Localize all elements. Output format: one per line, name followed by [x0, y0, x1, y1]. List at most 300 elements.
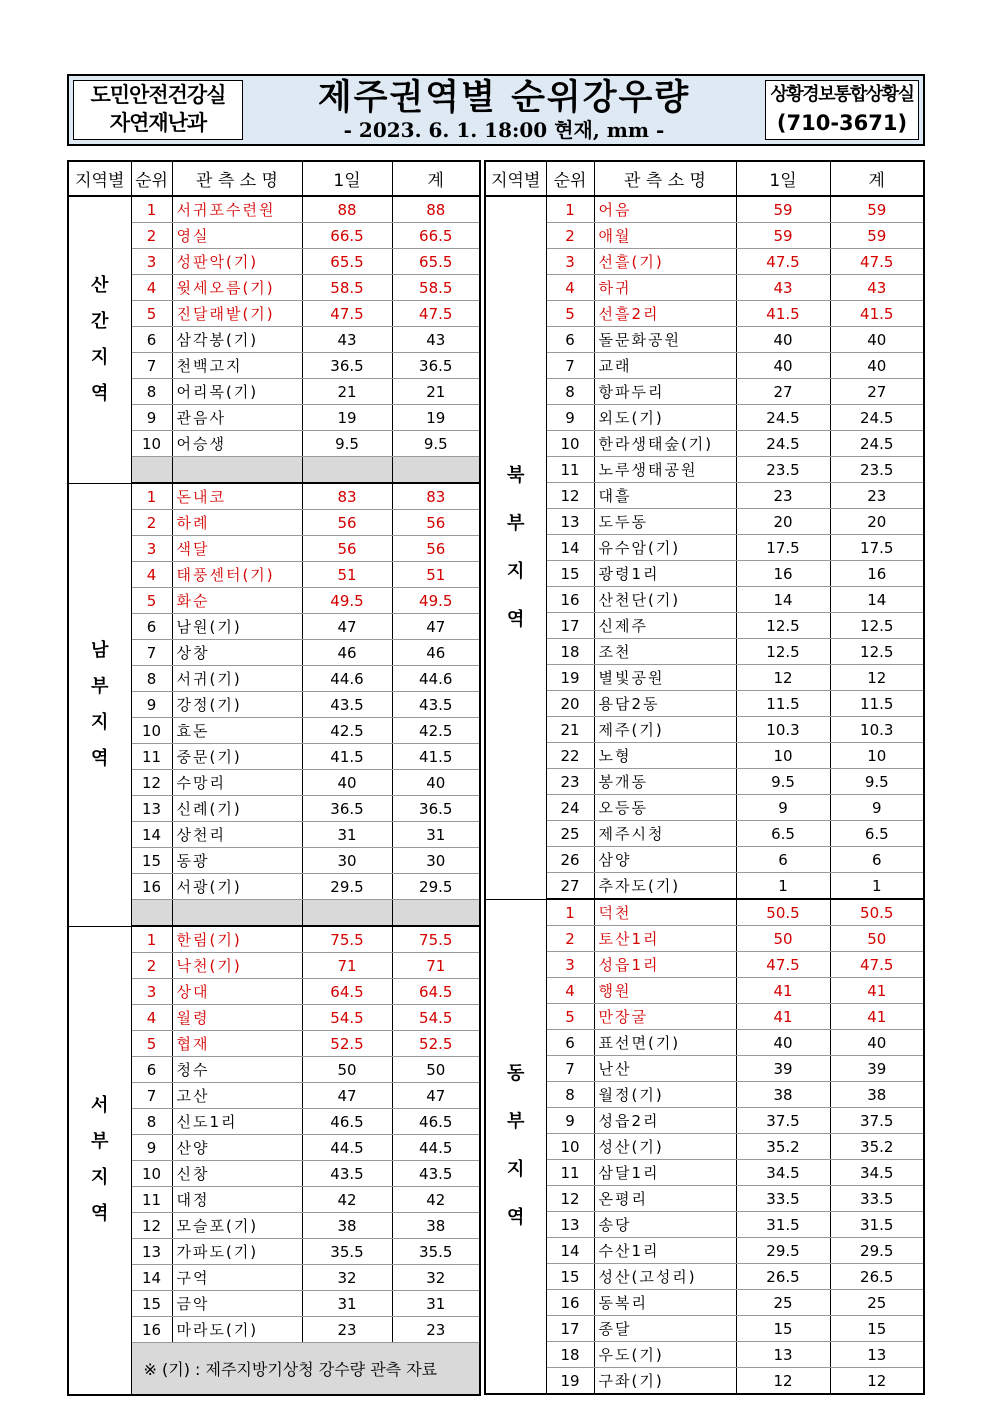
rank-cell: 10 — [546, 431, 594, 457]
total-rainfall: 12.5 — [830, 639, 924, 665]
empty-cell — [131, 900, 172, 927]
station-name: 선흘2리 — [594, 301, 736, 327]
station-name: 마라도(기) — [172, 1317, 302, 1343]
table-row — [485, 1108, 924, 1134]
station-name: 동복리 — [594, 1290, 736, 1316]
table-row — [485, 1290, 924, 1316]
region-char: 산 — [91, 274, 109, 296]
total-rainfall: 17.5 — [830, 535, 924, 561]
total-rainfall: 23 — [392, 1317, 480, 1343]
rank-cell: 13 — [131, 1239, 172, 1265]
day-rainfall: 9.5 — [736, 769, 830, 795]
station-name: 별빛공원 — [594, 665, 736, 691]
table-row — [485, 561, 924, 587]
total-rainfall: 46.5 — [392, 1109, 480, 1135]
station-name: 광령1리 — [594, 561, 736, 587]
rank-cell: 3 — [546, 249, 594, 275]
station-name: 봉개동 — [594, 769, 736, 795]
day-rainfall: 15 — [736, 1316, 830, 1342]
station-name: 신도1리 — [172, 1109, 302, 1135]
rank-cell: 9 — [131, 405, 172, 431]
total-rainfall: 11.5 — [830, 691, 924, 717]
station-name: 상대 — [172, 979, 302, 1005]
total-rainfall: 36.5 — [392, 796, 480, 822]
day-rainfall: 12.5 — [736, 613, 830, 639]
day-rainfall: 29.5 — [302, 874, 392, 900]
day-rainfall: 24.5 — [736, 405, 830, 431]
total-rainfall: 21 — [392, 379, 480, 405]
rank-cell: 13 — [546, 509, 594, 535]
station-name: 삼달1리 — [594, 1160, 736, 1186]
table-row — [485, 405, 924, 431]
rank-cell: 5 — [546, 301, 594, 327]
total-rainfall: 41 — [830, 1004, 924, 1030]
total-rainfall: 1 — [830, 873, 924, 900]
day-rainfall: 12 — [736, 1368, 830, 1395]
rank-cell: 3 — [131, 536, 172, 562]
day-rainfall: 9.5 — [302, 431, 392, 457]
table-row — [485, 509, 924, 535]
contact-box — [765, 80, 919, 140]
rank-cell: 11 — [546, 1160, 594, 1186]
total-rainfall: 64.5 — [392, 979, 480, 1005]
day-rainfall: 40 — [302, 770, 392, 796]
station-name: 낙천(기) — [172, 953, 302, 979]
department-name: 도민안전건강실 — [90, 83, 226, 107]
day-rainfall: 16 — [736, 561, 830, 587]
table-row — [485, 1004, 924, 1030]
rank-cell: 1 — [546, 899, 594, 926]
total-rainfall: 24.5 — [830, 431, 924, 457]
table-row — [485, 639, 924, 665]
day-rainfall: 31 — [302, 822, 392, 848]
station-name: 협재 — [172, 1031, 302, 1057]
rank-cell: 18 — [546, 639, 594, 665]
title-box — [249, 80, 759, 140]
station-name: 돈내코 — [172, 483, 302, 510]
station-name: 관음사 — [172, 405, 302, 431]
day-rainfall: 6 — [736, 847, 830, 873]
station-name: 항파두리 — [594, 379, 736, 405]
col-day: 1일 — [736, 161, 830, 196]
day-rainfall: 30 — [302, 848, 392, 874]
rank-cell: 5 — [131, 1031, 172, 1057]
region-label-nambu — [68, 483, 131, 926]
rank-cell: 20 — [546, 691, 594, 717]
rank-cell: 17 — [546, 1316, 594, 1342]
station-name: 어음 — [594, 196, 736, 223]
day-rainfall: 46.5 — [302, 1109, 392, 1135]
day-rainfall: 10 — [736, 743, 830, 769]
table-row — [485, 535, 924, 561]
station-name: 상천리 — [172, 822, 302, 848]
day-rainfall: 23 — [736, 483, 830, 509]
total-rainfall: 33.5 — [830, 1186, 924, 1212]
day-rainfall: 51 — [302, 562, 392, 588]
day-rainfall: 26.5 — [736, 1264, 830, 1290]
rank-cell: 12 — [131, 1213, 172, 1239]
region-char: 지 — [91, 711, 109, 733]
total-rainfall: 50 — [830, 926, 924, 952]
total-rainfall: 47 — [392, 1083, 480, 1109]
total-rainfall: 44.6 — [392, 666, 480, 692]
day-rainfall: 12 — [736, 665, 830, 691]
empty-cell — [172, 900, 302, 927]
total-rainfall: 19 — [392, 405, 480, 431]
rank-cell: 16 — [546, 587, 594, 613]
day-rainfall: 50 — [302, 1057, 392, 1083]
station-name: 신례(기) — [172, 796, 302, 822]
total-rainfall: 88 — [392, 196, 480, 223]
station-name: 교래 — [594, 353, 736, 379]
total-rainfall: 59 — [830, 223, 924, 249]
footnote: ※ (기) : 제주지방기상청 강수량 관측 자료 — [131, 1343, 480, 1396]
day-rainfall: 65.5 — [302, 249, 392, 275]
region-char: 부 — [91, 675, 109, 697]
rank-cell: 2 — [131, 223, 172, 249]
rank-cell: 6 — [131, 614, 172, 640]
empty-cell — [302, 457, 392, 484]
day-rainfall: 20 — [736, 509, 830, 535]
region-char: 간 — [91, 310, 109, 332]
station-name: 돌문화공원 — [594, 327, 736, 353]
station-name: 성읍2리 — [594, 1108, 736, 1134]
total-rainfall: 58.5 — [392, 275, 480, 301]
rank-cell: 5 — [131, 301, 172, 327]
total-rainfall: 56 — [392, 536, 480, 562]
total-rainfall: 23.5 — [830, 457, 924, 483]
day-rainfall: 59 — [736, 196, 830, 223]
day-rainfall: 11.5 — [736, 691, 830, 717]
total-rainfall: 42.5 — [392, 718, 480, 744]
day-rainfall: 71 — [302, 953, 392, 979]
total-rainfall: 56 — [392, 510, 480, 536]
total-rainfall: 9 — [830, 795, 924, 821]
rank-cell: 21 — [546, 717, 594, 743]
total-rainfall: 10.3 — [830, 717, 924, 743]
report-header — [67, 74, 925, 146]
day-rainfall: 41.5 — [302, 744, 392, 770]
station-name: 유수암(기) — [594, 535, 736, 561]
region-char: 동 — [507, 1063, 525, 1085]
station-name: 성산(고성리) — [594, 1264, 736, 1290]
table-row — [485, 769, 924, 795]
rank-cell: 10 — [546, 1134, 594, 1160]
total-rainfall: 47.5 — [830, 249, 924, 275]
rank-cell: 17 — [546, 613, 594, 639]
table-row — [485, 275, 924, 301]
rank-cell: 3 — [131, 249, 172, 275]
department-box — [73, 80, 243, 140]
table-row — [485, 873, 924, 900]
rank-cell: 14 — [131, 1265, 172, 1291]
station-name: 토산1리 — [594, 926, 736, 952]
rank-cell: 5 — [131, 588, 172, 614]
table-row — [485, 1082, 924, 1108]
rank-cell: 4 — [131, 275, 172, 301]
station-name: 외도(기) — [594, 405, 736, 431]
station-name: 대흘 — [594, 483, 736, 509]
day-rainfall: 36.5 — [302, 353, 392, 379]
station-name: 한림(기) — [172, 926, 302, 953]
table-row — [485, 327, 924, 353]
day-rainfall: 56 — [302, 510, 392, 536]
day-rainfall: 49.5 — [302, 588, 392, 614]
table-row — [68, 926, 480, 953]
table-row — [485, 795, 924, 821]
day-rainfall: 58.5 — [302, 275, 392, 301]
day-rainfall: 23.5 — [736, 457, 830, 483]
rank-cell: 14 — [546, 535, 594, 561]
station-name: 성읍1리 — [594, 952, 736, 978]
rank-cell: 1 — [131, 196, 172, 223]
day-rainfall: 64.5 — [302, 979, 392, 1005]
rank-cell: 5 — [546, 1004, 594, 1030]
station-name: 서귀(기) — [172, 666, 302, 692]
total-rainfall: 39 — [830, 1056, 924, 1082]
day-rainfall: 43.5 — [302, 692, 392, 718]
station-name: 색달 — [172, 536, 302, 562]
table-row — [485, 587, 924, 613]
day-rainfall: 27 — [736, 379, 830, 405]
rank-cell: 1 — [131, 483, 172, 510]
day-rainfall: 88 — [302, 196, 392, 223]
total-rainfall: 30 — [392, 848, 480, 874]
table-row — [485, 1134, 924, 1160]
region-char: 역 — [91, 1203, 109, 1225]
station-name: 하례 — [172, 510, 302, 536]
station-name: 하귀 — [594, 275, 736, 301]
rank-cell: 4 — [546, 275, 594, 301]
station-name: 만장굴 — [594, 1004, 736, 1030]
day-rainfall: 35.2 — [736, 1134, 830, 1160]
total-rainfall: 9.5 — [830, 769, 924, 795]
day-rainfall: 10.3 — [736, 717, 830, 743]
station-name: 한라생태숲(기) — [594, 431, 736, 457]
rank-cell: 11 — [546, 457, 594, 483]
total-rainfall: 41.5 — [392, 744, 480, 770]
col-station: 관 측 소 명 — [172, 161, 302, 196]
rank-cell: 8 — [131, 1109, 172, 1135]
total-rainfall: 47.5 — [830, 952, 924, 978]
region-char: 부 — [507, 512, 525, 534]
rank-cell: 2 — [131, 510, 172, 536]
table-row — [485, 249, 924, 275]
table-row — [485, 691, 924, 717]
total-rainfall: 44.5 — [392, 1135, 480, 1161]
table-row — [485, 457, 924, 483]
total-rainfall: 38 — [392, 1213, 480, 1239]
station-name: 삼각봉(기) — [172, 327, 302, 353]
table-row — [485, 1186, 924, 1212]
station-name: 도두동 — [594, 509, 736, 535]
col-region: 지역별 — [485, 161, 546, 196]
station-name: 서귀포수련원 — [172, 196, 302, 223]
rank-cell: 2 — [546, 223, 594, 249]
day-rainfall: 44.6 — [302, 666, 392, 692]
col-day: 1일 — [302, 161, 392, 196]
rank-cell: 9 — [131, 692, 172, 718]
col-rank: 순위 — [546, 161, 594, 196]
table-row — [485, 1316, 924, 1342]
total-rainfall: 51 — [392, 562, 480, 588]
region-char: 지 — [507, 560, 525, 582]
day-rainfall: 34.5 — [736, 1160, 830, 1186]
col-rank: 순위 — [131, 161, 172, 196]
station-name: 조천 — [594, 639, 736, 665]
day-rainfall: 31 — [302, 1291, 392, 1317]
rank-cell: 7 — [131, 1083, 172, 1109]
day-rainfall: 66.5 — [302, 223, 392, 249]
rank-cell: 15 — [131, 1291, 172, 1317]
total-rainfall: 12 — [830, 1368, 924, 1395]
rank-cell: 18 — [546, 1342, 594, 1368]
right-rainfall-table — [484, 160, 925, 1395]
total-rainfall: 43.5 — [392, 1161, 480, 1187]
region-char: 역 — [507, 1207, 525, 1229]
day-rainfall: 75.5 — [302, 926, 392, 953]
total-rainfall: 14 — [830, 587, 924, 613]
table-row — [485, 1238, 924, 1264]
station-name: 월정(기) — [594, 1082, 736, 1108]
day-rainfall: 42.5 — [302, 718, 392, 744]
station-name: 고산 — [172, 1083, 302, 1109]
rank-cell: 9 — [546, 405, 594, 431]
day-rainfall: 17.5 — [736, 535, 830, 561]
day-rainfall: 43 — [736, 275, 830, 301]
rank-cell: 15 — [131, 848, 172, 874]
station-name: 어리목(기) — [172, 379, 302, 405]
station-name: 표선면(기) — [594, 1030, 736, 1056]
table-row — [485, 1056, 924, 1082]
region-char: 지 — [91, 346, 109, 368]
total-rainfall: 66.5 — [392, 223, 480, 249]
rank-cell: 11 — [131, 1187, 172, 1213]
station-name: 청수 — [172, 1057, 302, 1083]
day-rainfall: 21 — [302, 379, 392, 405]
total-rainfall: 43.5 — [392, 692, 480, 718]
day-rainfall: 47.5 — [736, 952, 830, 978]
day-rainfall: 41 — [736, 978, 830, 1004]
station-name: 성판악(기) — [172, 249, 302, 275]
rank-cell: 4 — [546, 978, 594, 1004]
station-name: 선흘(기) — [594, 249, 736, 275]
total-rainfall: 35.2 — [830, 1134, 924, 1160]
station-name: 영실 — [172, 223, 302, 249]
rank-cell: 6 — [546, 327, 594, 353]
total-rainfall: 50.5 — [830, 899, 924, 926]
total-rainfall: 12 — [830, 665, 924, 691]
total-rainfall: 34.5 — [830, 1160, 924, 1186]
region-char: 역 — [91, 747, 109, 769]
region-char: 부 — [91, 1131, 109, 1153]
day-rainfall: 36.5 — [302, 796, 392, 822]
day-rainfall: 47 — [302, 614, 392, 640]
rank-cell: 10 — [131, 1161, 172, 1187]
table-row — [485, 821, 924, 847]
station-name: 구좌(기) — [594, 1368, 736, 1395]
total-rainfall: 35.5 — [392, 1239, 480, 1265]
total-rainfall: 59 — [830, 196, 924, 223]
day-rainfall: 42 — [302, 1187, 392, 1213]
station-name: 송당 — [594, 1212, 736, 1238]
rank-cell: 7 — [131, 640, 172, 666]
division-name: 자연재난과 — [109, 111, 207, 135]
total-rainfall: 83 — [392, 483, 480, 510]
table-row — [485, 1030, 924, 1056]
station-name: 삼양 — [594, 847, 736, 873]
col-total: 계 — [830, 161, 924, 196]
total-rainfall: 71 — [392, 953, 480, 979]
total-rainfall: 29.5 — [830, 1238, 924, 1264]
total-rainfall: 36.5 — [392, 353, 480, 379]
rank-cell: 7 — [546, 1056, 594, 1082]
region-char: 역 — [91, 382, 109, 404]
station-name: 진달래밭(기) — [172, 301, 302, 327]
page-title: 제주권역별 순위강우량 — [317, 78, 691, 118]
station-name: 어승생 — [172, 431, 302, 457]
total-rainfall: 9.5 — [392, 431, 480, 457]
region-char: 남 — [91, 639, 109, 661]
rank-cell: 7 — [131, 353, 172, 379]
rank-cell: 27 — [546, 873, 594, 900]
region-char: 지 — [507, 1159, 525, 1181]
rank-cell: 11 — [131, 744, 172, 770]
rank-cell: 14 — [131, 822, 172, 848]
station-name: 노루생태공원 — [594, 457, 736, 483]
day-rainfall: 33.5 — [736, 1186, 830, 1212]
station-name: 추자도(기) — [594, 873, 736, 900]
total-rainfall: 12.5 — [830, 613, 924, 639]
region-label-seobu — [68, 926, 131, 1395]
rank-cell: 12 — [131, 770, 172, 796]
station-name: 오등동 — [594, 795, 736, 821]
rank-cell: 22 — [546, 743, 594, 769]
table-row — [485, 1342, 924, 1368]
rank-cell: 2 — [131, 953, 172, 979]
total-rainfall: 6 — [830, 847, 924, 873]
rank-cell: 4 — [131, 562, 172, 588]
total-rainfall: 43 — [830, 275, 924, 301]
rank-cell: 10 — [131, 431, 172, 457]
rank-cell: 15 — [546, 1264, 594, 1290]
day-rainfall: 47.5 — [302, 301, 392, 327]
station-name: 노형 — [594, 743, 736, 769]
office-name: 상황경보통합상황실 — [770, 84, 914, 105]
table-row — [485, 926, 924, 952]
total-rainfall: 16 — [830, 561, 924, 587]
day-rainfall: 40 — [736, 327, 830, 353]
station-name: 동광 — [172, 848, 302, 874]
total-rainfall: 25 — [830, 1290, 924, 1316]
station-name: 서광(기) — [172, 874, 302, 900]
total-rainfall: 6.5 — [830, 821, 924, 847]
day-rainfall: 40 — [736, 1030, 830, 1056]
table-row — [485, 196, 924, 223]
table-row — [485, 978, 924, 1004]
region-char: 북 — [507, 464, 525, 486]
rank-cell: 9 — [131, 1135, 172, 1161]
empty-cell — [131, 457, 172, 484]
day-rainfall: 43 — [302, 327, 392, 353]
region-label-dongbu — [485, 899, 546, 1394]
day-rainfall: 52.5 — [302, 1031, 392, 1057]
rank-cell: 12 — [546, 1186, 594, 1212]
station-name: 월령 — [172, 1005, 302, 1031]
station-name: 남원(기) — [172, 614, 302, 640]
station-name: 강정(기) — [172, 692, 302, 718]
total-rainfall: 13 — [830, 1342, 924, 1368]
